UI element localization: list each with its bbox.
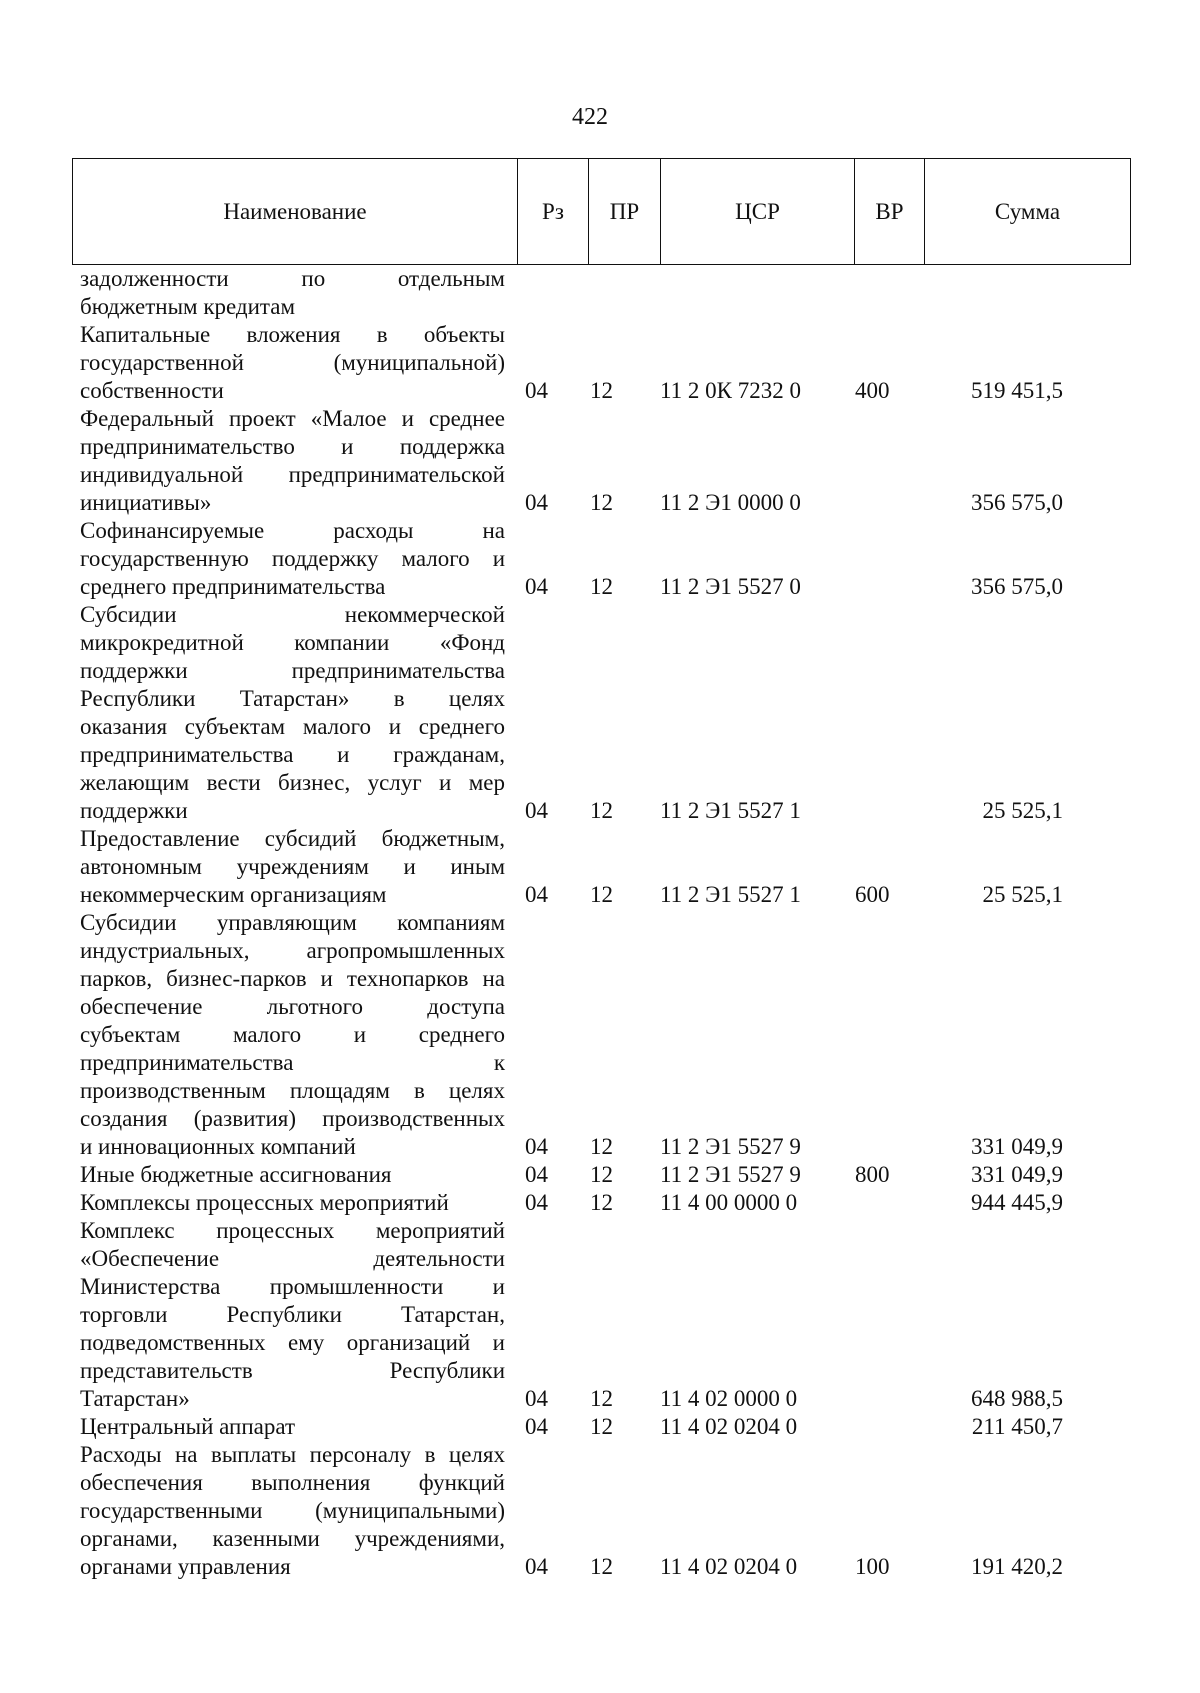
- table-header: [72, 158, 1131, 265]
- row-name-line: парков, бизнес-парков и технопарков на: [80, 966, 505, 991]
- row-name: [80, 1413, 505, 1441]
- row-name-line: среднего предпринимательства: [80, 574, 386, 599]
- row-name: [80, 825, 505, 909]
- row-csr: 11 4 02 0000 0: [660, 1386, 798, 1411]
- row-name-line: органами управления: [80, 1554, 291, 1579]
- row-rz: 04: [525, 1134, 548, 1159]
- row-name-line: автономным учреждениям и иным: [80, 854, 505, 879]
- row-csr: 11 4 02 0204 0: [660, 1414, 798, 1439]
- row-name-line: государственную поддержку малого и: [80, 546, 505, 571]
- row-name-line: обеспечения выполнения функций: [80, 1470, 505, 1495]
- row-name-line: Республики Татарстан» в целях: [80, 686, 505, 711]
- row-name-line: Капитальные вложения в объекты: [80, 322, 505, 347]
- row-name-line: предпринимательство и поддержка: [80, 434, 505, 459]
- row-sum: 191 420,2: [971, 1554, 1063, 1579]
- row-name-line: желающим вести бизнес, услуг и мер: [80, 770, 505, 795]
- row-name-line: оказания субъектам малого и среднего: [80, 714, 505, 739]
- row-sum: 356 575,0: [971, 490, 1063, 515]
- row-pr: 12: [590, 1386, 613, 1411]
- row-name-line: индивидуальной предпринимательской: [80, 462, 505, 487]
- row-name-line: создания (развития) производственных: [80, 1106, 505, 1131]
- row-csr: 11 2 Э1 5527 0: [660, 574, 801, 599]
- table-row: [80, 1161, 1130, 1189]
- row-name-line: предпринимательства и гражданам,: [80, 742, 505, 767]
- table-row: [80, 1413, 1130, 1441]
- row-name-line: Предоставление субсидий бюджетным,: [80, 826, 505, 851]
- row-name-line: задолженности по отдельным: [80, 266, 505, 291]
- row-name: [80, 265, 505, 321]
- row-name: [80, 321, 505, 405]
- row-csr: 11 2 0К 7232 0: [660, 378, 801, 403]
- row-name: [80, 1217, 505, 1413]
- row-rz: 04: [525, 1386, 548, 1411]
- row-csr: 11 2 Э1 5527 9: [660, 1162, 801, 1187]
- table-row: [80, 1189, 1130, 1217]
- table-row: [80, 517, 1130, 601]
- row-pr: 12: [590, 574, 613, 599]
- row-sum: 25 525,1: [982, 882, 1063, 907]
- row-sum: 356 575,0: [971, 574, 1063, 599]
- row-pr: 12: [590, 1414, 613, 1439]
- row-csr: 11 2 Э1 5527 1: [660, 798, 801, 823]
- row-pr: 12: [590, 1134, 613, 1159]
- row-pr: 12: [590, 490, 613, 515]
- header-vr: ВР: [855, 159, 925, 265]
- row-name-line: индустриальных, агропромышленных: [80, 938, 505, 963]
- row-csr: 11 2 Э1 5527 1: [660, 882, 801, 907]
- header-sum: Сумма: [925, 159, 1131, 265]
- table-row: [80, 909, 1130, 1161]
- row-vr: 800: [855, 1162, 890, 1187]
- row-rz: 04: [525, 574, 548, 599]
- row-name-line: предпринимательства к: [80, 1050, 505, 1075]
- row-pr: 12: [590, 798, 613, 823]
- table-row: [80, 601, 1130, 825]
- row-name-line: органами, казенными учреждениями,: [80, 1526, 505, 1551]
- row-name-line: государственными (муниципальными): [80, 1498, 505, 1523]
- row-sum: 211 450,7: [971, 1414, 1063, 1439]
- row-name-line: Комплекс процессных мероприятий: [80, 1218, 505, 1243]
- row-name-line: торговли Республики Татарстан,: [80, 1302, 505, 1327]
- table-row: [80, 1217, 1130, 1413]
- row-sum: 331 049,9: [971, 1134, 1063, 1159]
- table-row: [80, 405, 1130, 517]
- row-rz: 04: [525, 378, 548, 403]
- row-name: [80, 1189, 505, 1217]
- row-name-line: некоммерческим организациям: [80, 882, 387, 907]
- table-row: [80, 265, 1130, 321]
- row-name-line: «Обеспечение деятельности: [80, 1246, 505, 1271]
- row-name-line: собственности: [80, 378, 224, 403]
- row-sum: 331 049,9: [971, 1162, 1063, 1187]
- header-csr: ЦСР: [661, 159, 855, 265]
- row-name-line: подведомственных ему организаций и: [80, 1330, 505, 1355]
- header-rz: Рз: [518, 159, 589, 265]
- row-rz: 04: [525, 798, 548, 823]
- table-row: [80, 825, 1130, 909]
- row-name-line: поддержки: [80, 798, 188, 823]
- row-rz: 04: [525, 882, 548, 907]
- row-pr: 12: [590, 1554, 613, 1579]
- row-csr: 11 2 Э1 5527 9: [660, 1134, 801, 1159]
- row-name-line: Комплексы процессных мероприятий: [80, 1190, 449, 1215]
- row-name: [80, 405, 505, 517]
- row-name-line: обеспечение льготного доступа: [80, 994, 505, 1019]
- row-rz: 04: [525, 1190, 548, 1215]
- row-csr: 11 4 02 0204 0: [660, 1554, 798, 1579]
- row-sum: 648 988,5: [971, 1386, 1063, 1411]
- row-csr: 11 2 Э1 0000 0: [660, 490, 801, 515]
- table-row: [80, 321, 1130, 405]
- table-body: [80, 265, 1130, 1581]
- row-name-line: микрокредитной компании «Фонд: [80, 630, 505, 655]
- row-name-line: Иные бюджетные ассигнования: [80, 1162, 392, 1187]
- row-pr: 12: [590, 882, 613, 907]
- row-name-line: и инновационных компаний: [80, 1134, 356, 1159]
- row-rz: 04: [525, 1554, 548, 1579]
- header-pr: ПР: [589, 159, 661, 265]
- row-csr: 11 4 00 0000 0: [660, 1190, 798, 1215]
- row-name-line: Министерства промышленности и: [80, 1274, 505, 1299]
- row-sum: 25 525,1: [982, 798, 1063, 823]
- row-name: [80, 601, 505, 825]
- row-vr: 400: [855, 378, 890, 403]
- row-name: [80, 517, 505, 601]
- row-name-line: представительств Республики: [80, 1358, 505, 1383]
- row-sum: 519 451,5: [971, 378, 1063, 403]
- row-name-line: инициативы»: [80, 490, 212, 515]
- row-name-line: Субсидии некоммерческой: [80, 602, 505, 627]
- row-vr: 600: [855, 882, 890, 907]
- row-sum: 944 445,9: [971, 1190, 1063, 1215]
- row-name: [80, 1441, 505, 1581]
- row-name-line: бюджетным кредитам: [80, 294, 296, 319]
- row-name-line: Центральный аппарат: [80, 1414, 296, 1439]
- header-name: Наименование: [73, 159, 518, 265]
- table-row: [80, 1441, 1130, 1581]
- row-name-line: государственной (муниципальной): [80, 350, 505, 375]
- row-name: [80, 909, 505, 1161]
- row-name-line: Расходы на выплаты персоналу в целях: [80, 1442, 505, 1467]
- row-name-line: Федеральный проект «Малое и среднее: [80, 406, 505, 431]
- row-pr: 12: [590, 378, 613, 403]
- page-number: 422: [572, 104, 608, 130]
- row-pr: 12: [590, 1162, 613, 1187]
- row-pr: 12: [590, 1190, 613, 1215]
- row-rz: 04: [525, 1414, 548, 1439]
- row-name-line: поддержки предпринимательства: [80, 658, 505, 683]
- row-name-line: Софинансируемые расходы на: [80, 518, 505, 543]
- row-name-line: Татарстан»: [80, 1386, 190, 1411]
- row-name-line: субъектам малого и среднего: [80, 1022, 505, 1047]
- row-vr: 100: [855, 1554, 890, 1579]
- row-name-line: Субсидии управляющим компаниям: [80, 910, 505, 935]
- row-rz: 04: [525, 1162, 548, 1187]
- row-name-line: производственным площадям в целях: [80, 1078, 505, 1103]
- row-name: [80, 1161, 505, 1189]
- row-rz: 04: [525, 490, 548, 515]
